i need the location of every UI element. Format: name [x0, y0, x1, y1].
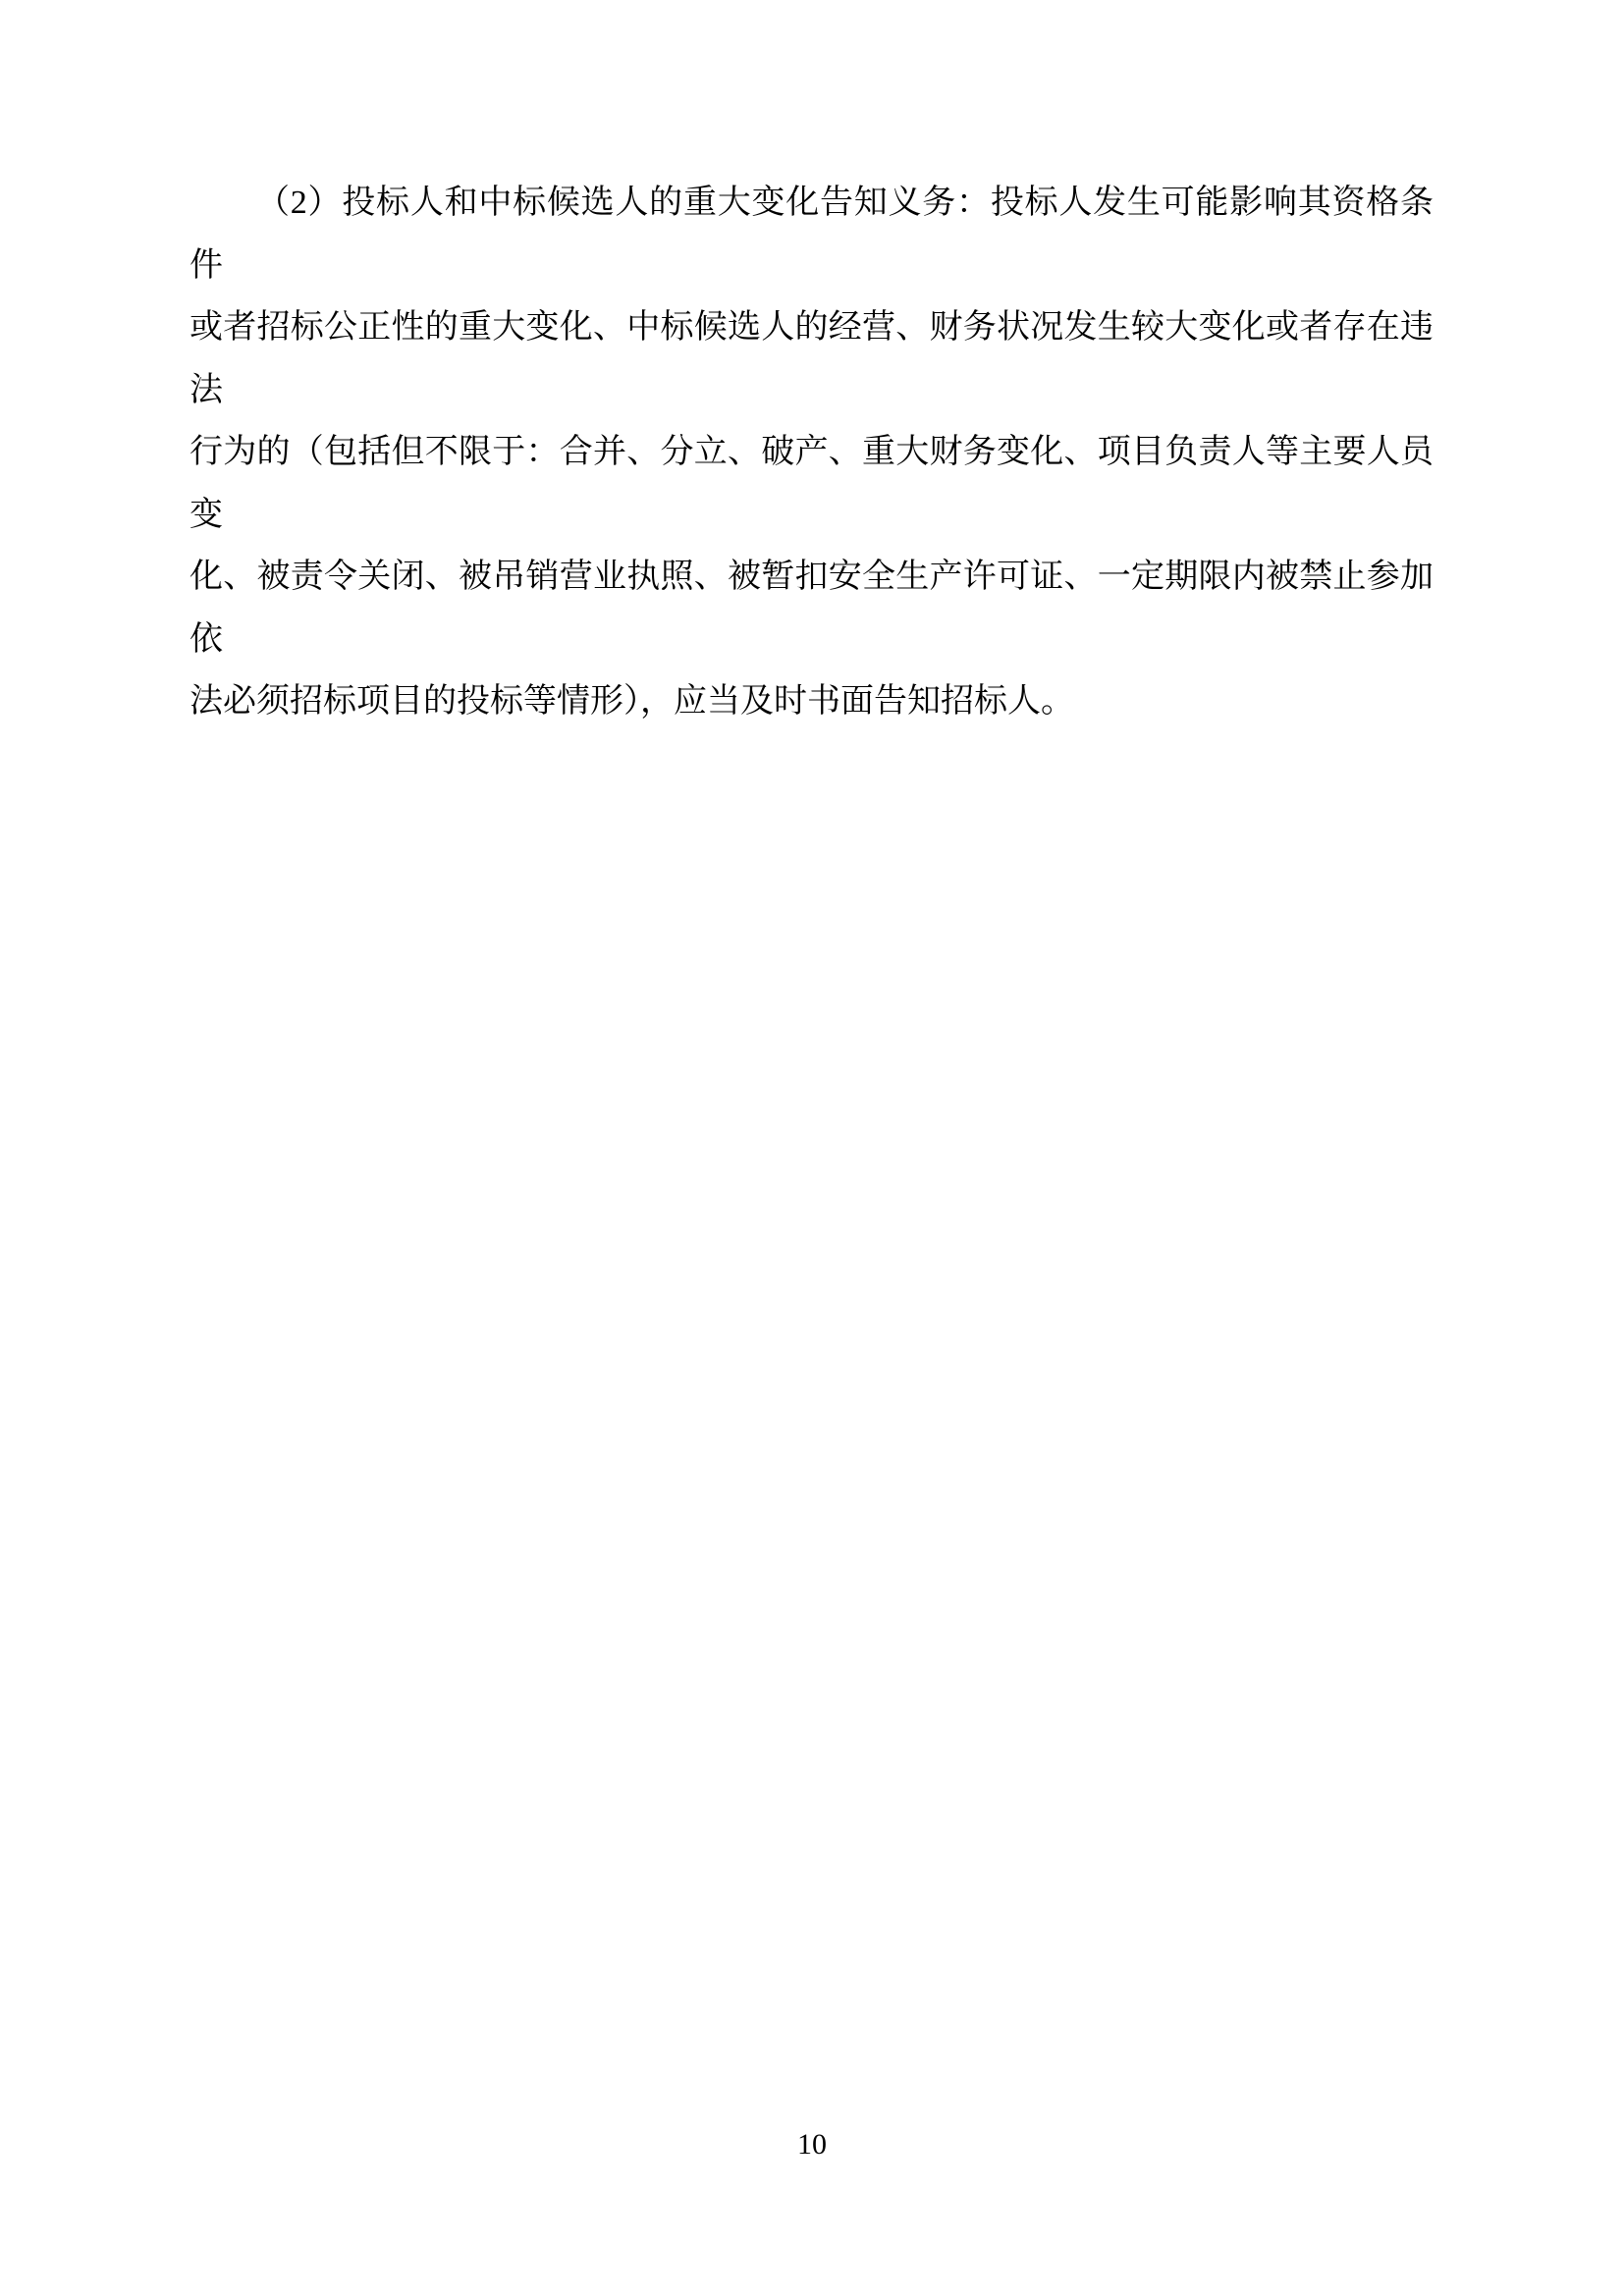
- paragraph: [189, 172, 1434, 733]
- paragraph-line: （2）投标人和中标候选人的重大变化告知义务：投标人发生可能影响其资格条件: [189, 185, 1434, 284]
- page-number: 10: [797, 2128, 827, 2161]
- paragraph-line: 法必须招标项目的投标等情形），应当及时书面告知招标人。: [189, 683, 1074, 720]
- paragraph-line: 或者招标公正性的重大变化、中标候选人的经营、财务状况发生较大变化或者存在违法: [189, 309, 1434, 408]
- paragraph-line: 化、被责令关闭、被吊销营业执照、被暂扣安全生产许可证、一定期限内被禁止参加依: [189, 559, 1434, 658]
- paragraph-line: 行为的（包括但不限于：合并、分立、破产、重大财务变化、项目负责人等主要人员变: [189, 434, 1434, 533]
